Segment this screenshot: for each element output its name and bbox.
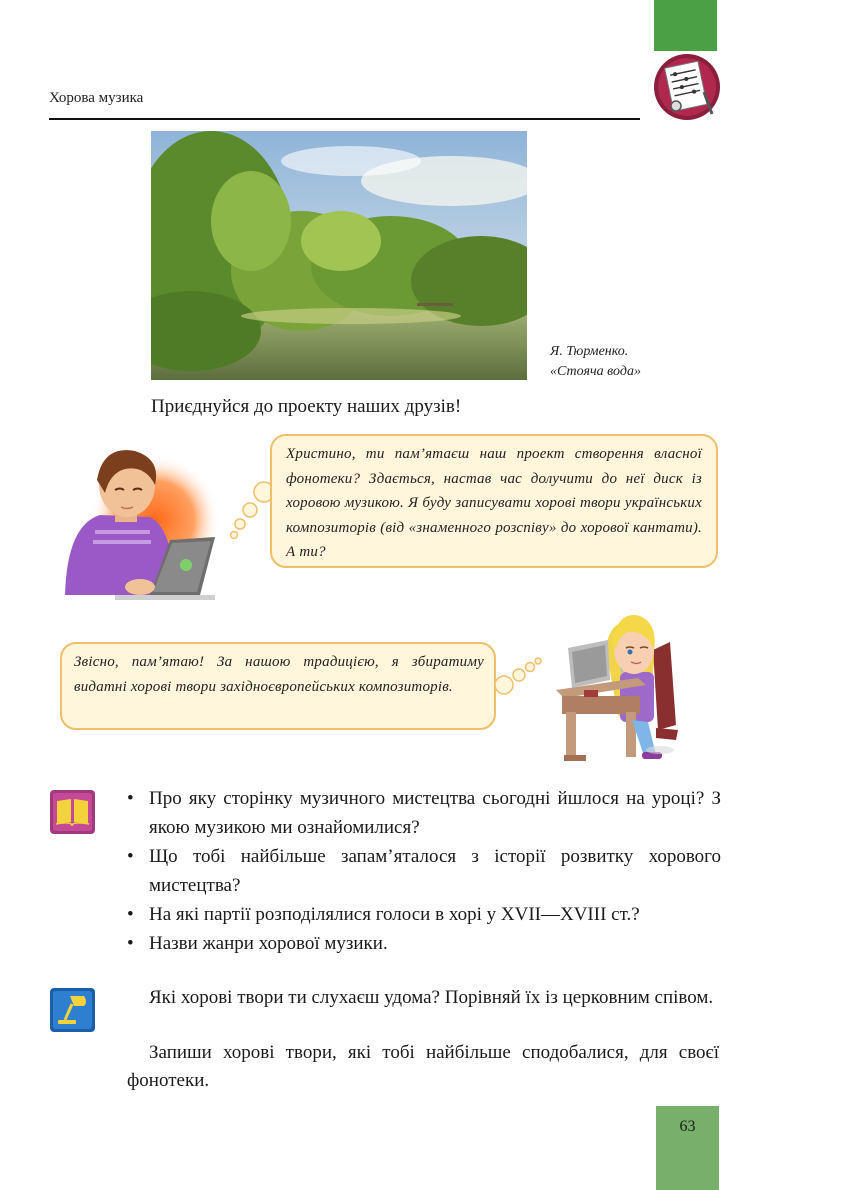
list-item: • На які партії розподілялися голоси в хорі у XVII—XVIII ст.? [127,900,721,929]
painting-caption [550,342,641,382]
boy-with-laptop-illustration [55,445,225,605]
list-item: • Що тобі найбільше запам’яталося з історії розвитку хорового мистецтва? [127,842,721,900]
desk-lamp-icon [50,988,95,1032]
open-book-icon [50,790,95,834]
boy-dialogue-text: Христино, ти пам’ятаєш наш проект створення власної фонотеки? Здається, настав час долучити до неї диск із хоровою музикою. Я буду записувати хорові твори українських композиторів (від «знаменного розспіву» до хорової кантати). А ти? [286,446,702,560]
speech-bubble-boy [270,434,718,568]
caption-author: Я. Тюрменко. [550,344,629,359]
list-item: • Назви жанри хорової музики. [127,929,721,958]
section-title: Хорова музика [49,90,144,106]
girl-with-laptop-illustration [548,580,683,765]
list-item: • Про яку сторінку музичного мистецтва сьогодні йшлося на уроці? З якою музикою ми ознайомилися? [127,784,721,842]
painting-standing-water [151,131,527,380]
thought-bubble-tail [226,470,276,542]
music-notes-icon [652,52,722,122]
homework-paragraph: Запиши хорові твори, які тобі найбільше сподобалися, для своєї фонотеки. [127,1042,719,1091]
thought-bubble-tail [494,655,544,700]
header-color-tab [654,0,717,51]
homework-paragraph: Які хорові твори ти слухаєш удома? Порівняй їх із церковним співом. [149,987,714,1008]
review-questions-list [127,784,721,958]
speech-bubble-girl [60,642,496,730]
page-number: 63 [679,1118,696,1135]
caption-title: «Стояча вода» [550,364,641,379]
intro-heading: Приєднуйся до проекту наших друзів! [151,396,462,417]
header-divider [49,118,640,120]
girl-dialogue-text: Звісно, пам’ятаю! За нашою традицією, я збиратиму видатні хорові твори західноєвропейських композиторів. [74,654,484,695]
